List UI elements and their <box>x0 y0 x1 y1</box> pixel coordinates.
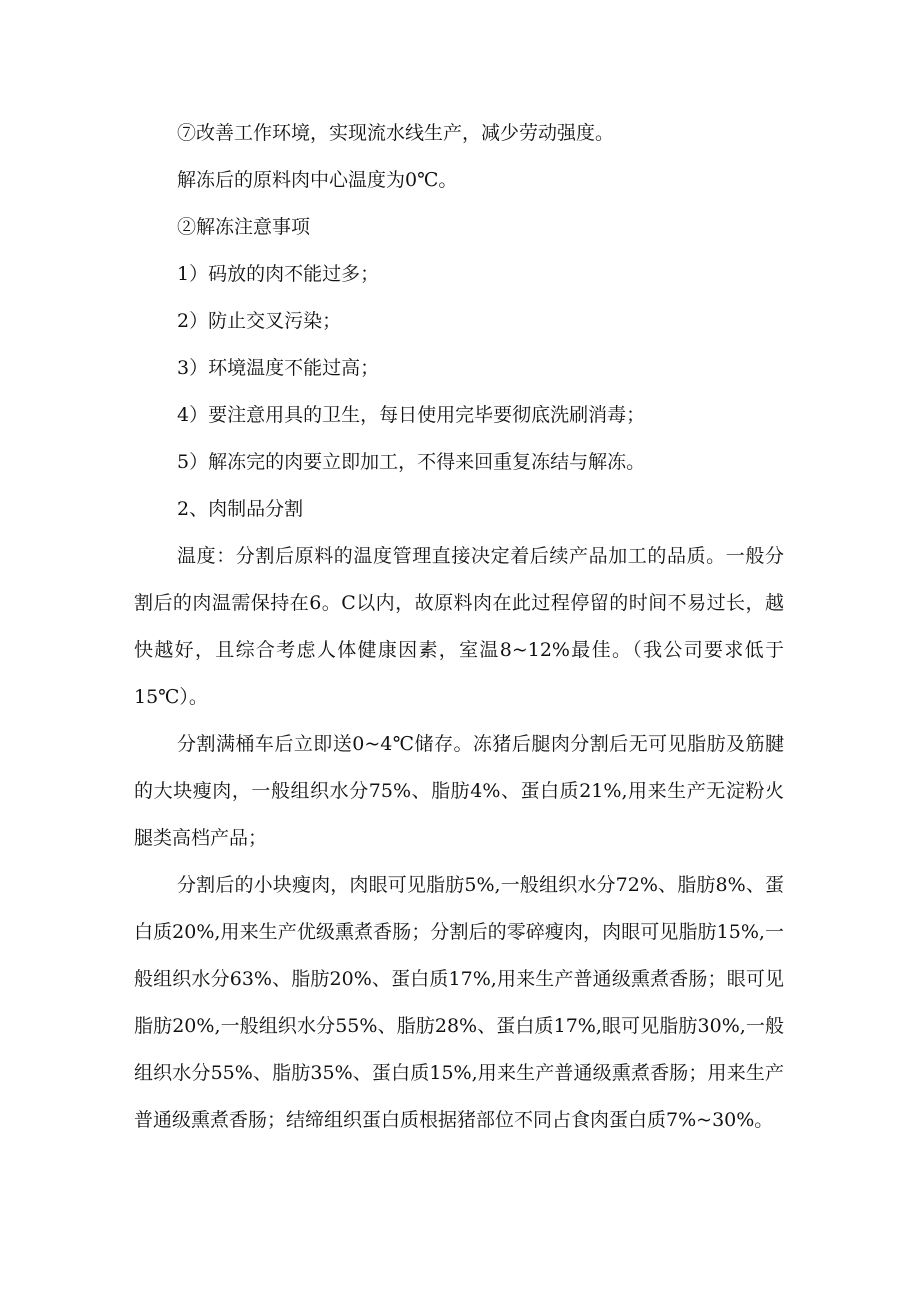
paragraph-cutting-temperature: 温度：分割后原料的温度管理直接决定着后续产品加工的品质。一般分割后的肉温需保持在6。C以内，故原料肉在此过程停留的时间不易过长，越快越好，且综合考虑人体健康因素，室温8~12%最佳。（我公司要求低于15℃）。 <box>134 545 784 708</box>
list-item-3: 3）环境温度不能过高； <box>177 357 380 379</box>
list-item-1: 1）码放的肉不能过多； <box>177 263 380 285</box>
paragraph-small-lean-composition: 分割后的小块瘦肉，肉眼可见脂肪5%,一般组织水分72%、脂肪8%、蛋白质20%,用来生产优级熏煮香肠；分割后的零碎瘦肉，肉眼可见脂肪15%,一般组织水分63%、脂肪20%、蛋白质17%,用来生产普通级熏煮香肠；眼可见脂肪20%,一般组织水分55%、脂肪28%、蛋白质17%,眼可见脂肪30%,一般组织水分55%、脂肪35%、蛋白质15%,用来生产普通级熏煮香肠；用来生产普通级熏煮香肠；结缔组织蛋白质根据猪部位不同占食肉蛋白质7%~30%。 <box>134 874 784 1131</box>
heading-meat-cutting: 2、肉制品分割 <box>177 498 304 520</box>
list-item-5: 5）解冻完的肉要立即加工，不得来回重复冻结与解冻。 <box>177 451 646 473</box>
document-body <box>134 110 784 1144</box>
heading-thaw-notes: ②解冻注意事项 <box>177 216 311 238</box>
paragraph-improve-environment: ⑦改善工作环境，实现流水线生产，减少劳动强度。 <box>177 122 615 144</box>
paragraph-storage-large-lean: 分割满桶车后立即送0~4℃储存。冻猪后腿肉分割后无可见脂肪及筋腱的大块瘦肉，一般组织水分75%、脂肪4%、蛋白质21%,用来生产无淀粉火腿类高档产品； <box>134 733 784 849</box>
list-item-2: 2）防止交叉污染； <box>177 310 342 332</box>
list-item-4: 4）要注意用具的卫生，每日使用完毕要彻底洗刷消毒； <box>177 404 646 426</box>
paragraph-thaw-temperature: 解冻后的原料肉中心温度为0℃。 <box>177 169 458 191</box>
